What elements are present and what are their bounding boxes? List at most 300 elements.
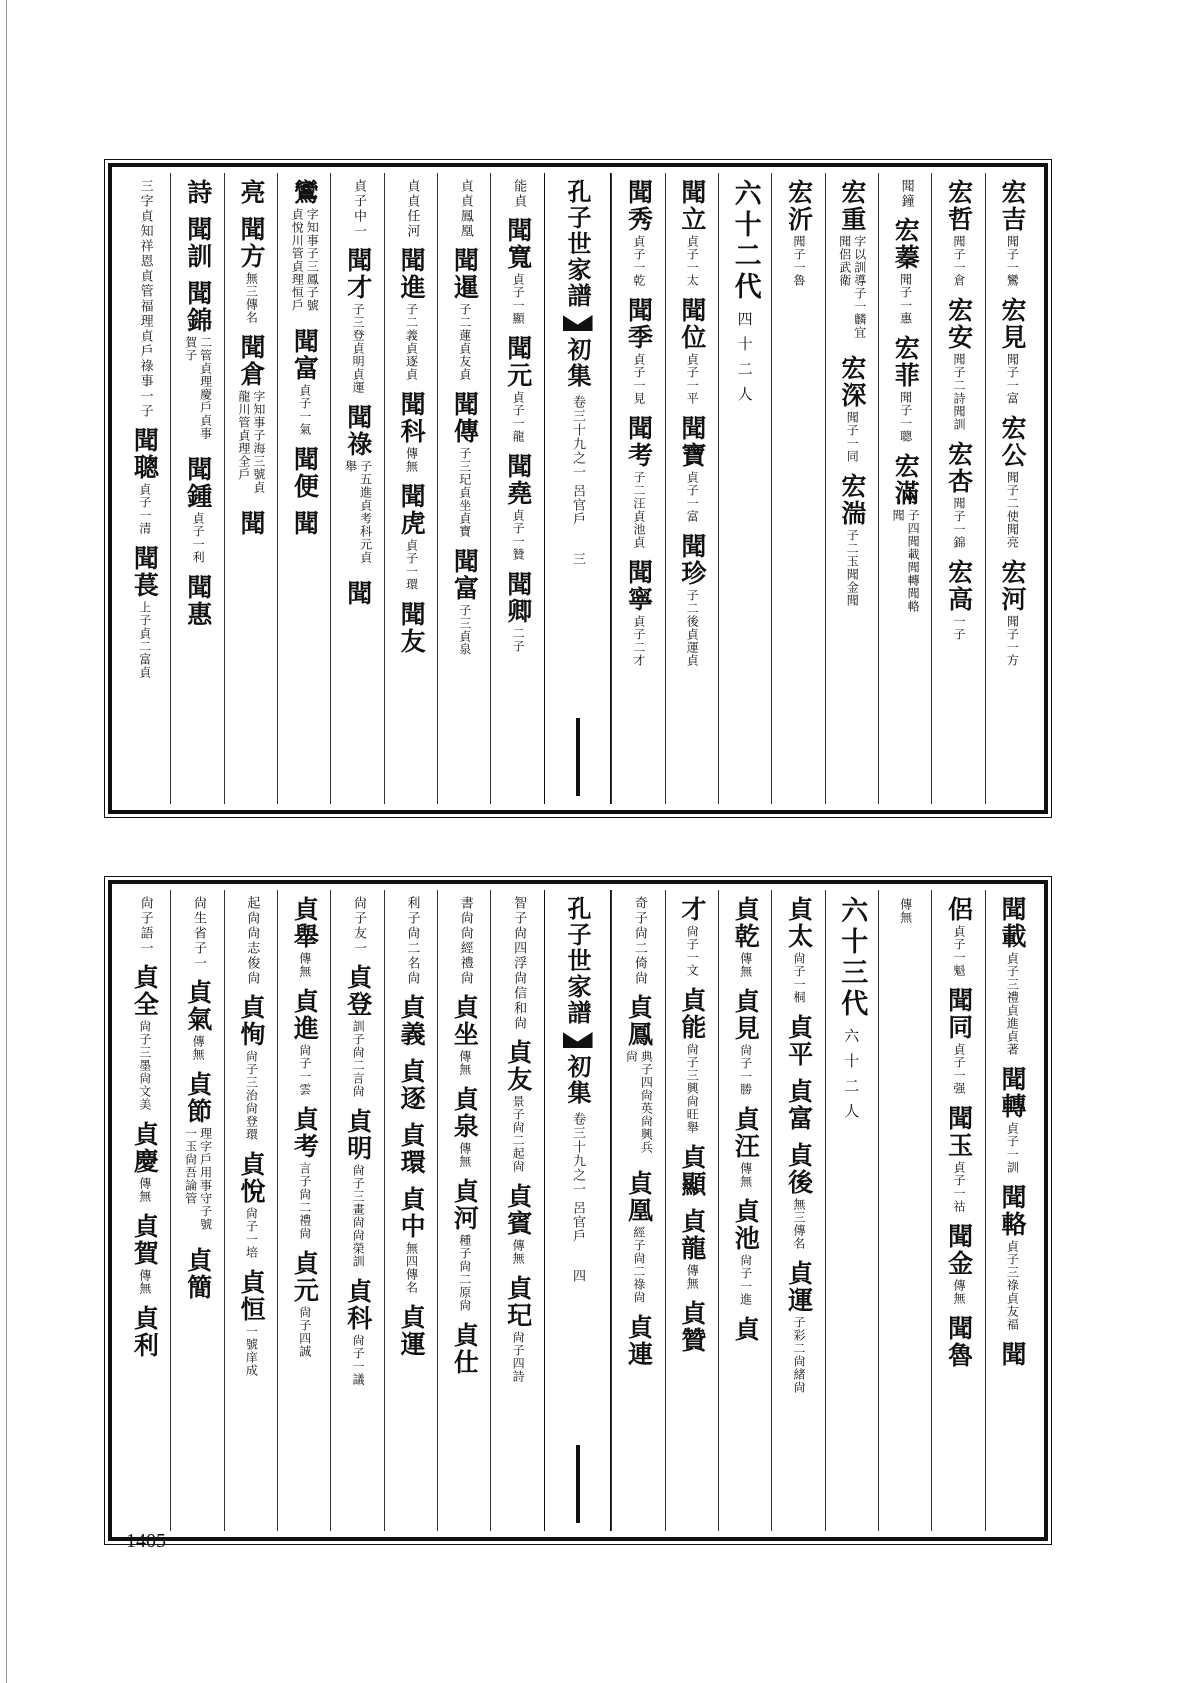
top-body-entry-name: 鸞 bbox=[290, 179, 320, 206]
bottom-body-column bbox=[490, 890, 543, 1531]
top-body-entry bbox=[290, 328, 320, 436]
bottom-right-entry bbox=[999, 1341, 1025, 1368]
bottom-body-column bbox=[224, 890, 277, 1531]
top-right-entry-name: 宏河 bbox=[997, 559, 1027, 613]
top-body-entry-note: 子三玘貞坐貞寶 bbox=[457, 447, 472, 538]
bottom-left-entry bbox=[731, 1316, 761, 1343]
bottom-right-entry-name: 聞 bbox=[997, 1341, 1027, 1368]
top-left-entry-name: 聞寧 bbox=[624, 559, 654, 613]
bottom-left-entry bbox=[784, 896, 814, 1004]
bottom-left-entry-name: 貞顯 bbox=[677, 1144, 707, 1198]
bottom-left-entry-note: 尙子一文 bbox=[685, 925, 700, 977]
top-left-entry-name: 聞珍 bbox=[677, 533, 707, 587]
bottom-left-entry bbox=[679, 987, 705, 1134]
bottom-body-entry-note: 一號庠成 bbox=[244, 1325, 259, 1377]
bottom-body-entry bbox=[130, 1213, 160, 1295]
top-left-entry-note: 子二汪貞池貞 bbox=[631, 471, 646, 549]
top-body-entry bbox=[183, 216, 213, 270]
top-right-entry bbox=[944, 297, 974, 431]
top-spine-fishtail-icon bbox=[563, 315, 593, 331]
top-body-entry-note: 貞子一氣 bbox=[297, 384, 312, 436]
top-body-entry-name: 聞方 bbox=[237, 216, 267, 270]
top-body-entry-note: 子二義貞逐貞 bbox=[404, 303, 419, 381]
bottom-left-entry-note: 子彩二尙緒尙 bbox=[791, 1316, 806, 1394]
bottom-left-entry-name: 貞運 bbox=[784, 1260, 814, 1314]
bottom-left-entry bbox=[731, 896, 761, 978]
bottom-left-column bbox=[611, 890, 664, 1531]
bottom-body-entry-name: 貞賀 bbox=[130, 1213, 160, 1267]
top-body-entry-note: 二子 bbox=[511, 627, 526, 653]
bottom-left-entry bbox=[624, 1170, 654, 1304]
bottom-body-entry-note: 尙子四詩 bbox=[511, 1331, 526, 1383]
top-body-entry bbox=[183, 280, 213, 446]
bottom-left-entry-name: 貞富 bbox=[784, 1078, 814, 1132]
top-right-entry-note: 子四聞載聞轉聞輅聞 bbox=[891, 509, 921, 613]
top-left-entry-name: 聞考 bbox=[624, 415, 654, 469]
bottom-body-entry-name: 貞進 bbox=[290, 988, 320, 1042]
top-body-entry bbox=[183, 179, 213, 206]
bottom-right-column bbox=[878, 890, 931, 1531]
top-body-entry-note: 子三登貞明貞運 bbox=[351, 303, 366, 394]
top-left-entry bbox=[624, 415, 654, 549]
top-spine bbox=[544, 173, 611, 804]
top-body-entry-note: 無三傳名 bbox=[244, 272, 259, 324]
bottom-body-entry-note: 尙子一議 bbox=[351, 1334, 366, 1386]
top-body-entry-name: 聞鍾 bbox=[183, 456, 213, 510]
top-generation-count: 四十二人 bbox=[735, 311, 754, 411]
top-body-entry-name: 亮 bbox=[237, 179, 267, 206]
bottom-right-entry bbox=[999, 896, 1025, 1056]
bottom-generation-label: 六十三代 bbox=[836, 896, 868, 1020]
top-right-entry bbox=[891, 217, 921, 325]
bottom-spine-title: 孔子世家譜 bbox=[563, 896, 593, 1026]
bottom-body-entry-note: 尙子三治尙登環 bbox=[244, 1050, 259, 1141]
bottom-right-entry bbox=[944, 1105, 974, 1213]
bottom-body-entry-name: 貞運 bbox=[397, 1304, 427, 1358]
bottom-body-entry bbox=[450, 1322, 480, 1376]
bottom-left-entry-name: 才 bbox=[677, 896, 707, 923]
top-body-entry-name: 聞堯 bbox=[503, 453, 533, 507]
bottom-body-entry-note: 傳無 bbox=[137, 1177, 152, 1203]
top-right-entry bbox=[999, 297, 1025, 405]
bottom-right-entry bbox=[999, 1184, 1025, 1331]
bottom-left-entry bbox=[731, 1106, 761, 1188]
top-register-panel bbox=[108, 163, 1048, 814]
top-body-entry-name: 聞虎 bbox=[397, 483, 427, 537]
top-right-entry-note: 一子 bbox=[951, 615, 966, 641]
top-left-entry-name: 聞立 bbox=[677, 179, 707, 233]
bottom-right-entry-note: 貞子一祜 bbox=[951, 1161, 966, 1213]
top-right-entry-name: 宏蓁 bbox=[891, 217, 921, 271]
top-right-entry-name: 宏哲 bbox=[944, 179, 974, 233]
bottom-body-column-head: 利子尙二名尙 bbox=[404, 896, 420, 986]
bottom-body-entry-name: 貞恂 bbox=[237, 994, 267, 1048]
top-body-entry-name: 聞暹 bbox=[450, 247, 480, 301]
bottom-body-entry-note: 傳無 bbox=[457, 1142, 472, 1168]
top-body-entry-note: 貞子一贊 bbox=[511, 509, 526, 561]
top-right-entry-note: 聞子一同 bbox=[845, 411, 860, 463]
bottom-body-column bbox=[277, 890, 330, 1531]
bottom-body-entry bbox=[505, 1183, 531, 1265]
bottom-body-column-head: 起尙尙志俊尙 bbox=[244, 896, 260, 986]
bottom-right-entry-name: 聞轉 bbox=[997, 1066, 1027, 1120]
bottom-spine-edition: 初集 bbox=[563, 1054, 593, 1106]
bottom-left-entry-name: 貞後 bbox=[784, 1142, 814, 1196]
top-body-entry bbox=[290, 510, 320, 537]
top-body-entry-note: 貞子一利 bbox=[191, 512, 206, 564]
top-body-entry-note: 貞子一龍 bbox=[511, 391, 526, 443]
top-body-entry-name: 聞傳 bbox=[450, 391, 480, 445]
bottom-spine-page: 四 bbox=[570, 1269, 586, 1283]
bottom-left-entry-name: 貞太 bbox=[784, 896, 814, 950]
page-edge-line bbox=[6, 0, 7, 1683]
bottom-left-entry-note: 經子尙二祿尙 bbox=[631, 1226, 646, 1304]
top-right-entry bbox=[837, 179, 867, 345]
top-left-entry bbox=[624, 559, 654, 667]
bottom-spine bbox=[544, 890, 611, 1531]
bottom-body-column-head: 尙子友一 bbox=[351, 896, 367, 956]
bottom-right-column bbox=[931, 890, 984, 1531]
top-body-entry bbox=[397, 247, 427, 381]
bottom-body-entry bbox=[343, 964, 373, 1098]
bottom-body-entry bbox=[505, 1275, 531, 1383]
bottom-left-entry-name: 貞平 bbox=[784, 1014, 814, 1068]
bottom-body-entry-note: 傳無 bbox=[511, 1239, 526, 1265]
top-body-entry-name: 聞進 bbox=[397, 247, 427, 301]
top-body-entry bbox=[236, 334, 266, 500]
top-left-entry-note: 貞子一富 bbox=[685, 471, 700, 523]
top-body-entry bbox=[450, 548, 480, 656]
top-right-entry bbox=[999, 559, 1025, 667]
top-body-entry-name: 聞科 bbox=[397, 391, 427, 445]
top-right-entry bbox=[784, 179, 814, 287]
top-body-entry-name: 聞聰 bbox=[130, 427, 160, 481]
bottom-right-entry-note: 貞子一强 bbox=[951, 1043, 966, 1095]
bottom-left-entry-name: 貞連 bbox=[624, 1314, 654, 1368]
top-body-entry-note: 貞子一清 bbox=[137, 483, 152, 535]
top-body-entry bbox=[450, 391, 480, 538]
top-body-entry-note: 字知事子海三號貞龍川管貞理全戶 bbox=[236, 390, 266, 494]
top-left-entry-note: 貞子一乾 bbox=[631, 235, 646, 287]
top-right-entry-note: 子二玉聞金聞 bbox=[845, 529, 860, 607]
bottom-body-entry bbox=[130, 1121, 160, 1203]
bottom-left-entry bbox=[731, 1198, 761, 1306]
top-body-entry bbox=[397, 601, 427, 655]
top-body-entry-name: 聞 bbox=[290, 510, 320, 537]
top-body-column bbox=[118, 173, 170, 804]
top-right-entry-note: 聞子一惠 bbox=[898, 273, 913, 325]
top-body-entry bbox=[343, 404, 373, 570]
top-body-entry-name: 聞 bbox=[343, 580, 373, 607]
top-right-entry-name: 宏重 bbox=[837, 179, 867, 233]
top-body-entry bbox=[397, 483, 427, 591]
top-right-entry-name: 宏見 bbox=[997, 297, 1027, 351]
bottom-left-entry-note: 傳無 bbox=[685, 1264, 700, 1290]
bottom-right-entry-note: 貞子三禮貞進貞著 bbox=[1005, 952, 1020, 1056]
top-right-entry bbox=[890, 453, 920, 619]
bottom-body-entry bbox=[237, 994, 267, 1141]
top-body-entry-name: 聞倉 bbox=[237, 334, 267, 388]
bottom-left-entry bbox=[784, 1078, 814, 1132]
top-left-entry bbox=[679, 415, 705, 523]
top-right-column bbox=[878, 173, 931, 804]
top-body-entry-name: 聞寬 bbox=[503, 217, 533, 271]
top-spine-page: 三 bbox=[570, 552, 586, 566]
top-body-entry-name: 聞訓 bbox=[183, 216, 213, 270]
top-body-column-head: 貞子中一 bbox=[351, 179, 367, 239]
bottom-body-entry-name: 貞元 bbox=[290, 1250, 320, 1304]
top-columns bbox=[118, 173, 1038, 804]
top-left-entry-name: 聞季 bbox=[624, 297, 654, 351]
top-right-entry-note: 聞子二使聞亮 bbox=[1005, 471, 1020, 549]
top-right-entry-name: 宏吉 bbox=[997, 179, 1027, 233]
bottom-body-column-head: 智子尙四浮尙信和尙 bbox=[511, 896, 527, 1031]
top-spine-bar bbox=[576, 718, 580, 796]
bottom-left-entry-name: 貞汪 bbox=[731, 1106, 761, 1160]
bottom-body-entry-name: 貞明 bbox=[343, 1108, 373, 1162]
top-body-entry-name: 聞便 bbox=[290, 446, 320, 500]
bottom-body-entry-note: 尙子一培 bbox=[244, 1207, 259, 1259]
bottom-body-column-head: 書尙尙經禮尙 bbox=[457, 896, 473, 986]
bottom-left-entry bbox=[731, 988, 761, 1096]
top-body-entry-name: 聞萇 bbox=[130, 545, 160, 599]
top-body-entry-name: 聞惠 bbox=[183, 574, 213, 628]
top-body-entry-name: 聞富 bbox=[450, 548, 480, 602]
bottom-body-entry bbox=[237, 1151, 267, 1259]
bottom-right-entry-name: 聞金 bbox=[944, 1223, 974, 1277]
bottom-left-entry bbox=[623, 994, 653, 1160]
top-right-entry-name: 宏沂 bbox=[784, 179, 814, 233]
top-right-entry-name: 宏菲 bbox=[891, 335, 921, 389]
top-right-entry-name: 宏湍 bbox=[837, 473, 867, 527]
bottom-right-entry bbox=[898, 896, 913, 924]
bottom-body-entry bbox=[130, 964, 160, 1111]
top-body-entry-note: 子三貞泉 bbox=[457, 604, 472, 656]
bottom-body-entry-note: 訓子尙二言尙 bbox=[351, 1020, 366, 1098]
bottom-body-entry-name: 貞坐 bbox=[450, 994, 480, 1048]
bottom-body-entry bbox=[505, 1039, 531, 1173]
bottom-body-entry-name: 貞賓 bbox=[503, 1183, 533, 1237]
top-right-entry-name: 宏杏 bbox=[944, 441, 974, 495]
bottom-right-entry bbox=[944, 987, 974, 1095]
top-right-entry-note: 字以訓導子一麟宜聞侶武衛 bbox=[837, 235, 867, 339]
bottom-body-entry bbox=[183, 1247, 213, 1301]
top-body-entry bbox=[397, 391, 427, 473]
bottom-body-entry-name: 貞恒 bbox=[237, 1269, 267, 1323]
bottom-body-entry bbox=[290, 1250, 320, 1358]
bottom-spine-fishtail-icon bbox=[563, 1032, 593, 1048]
top-right-entry bbox=[891, 335, 921, 443]
bottom-body-entry-name: 貞中 bbox=[397, 1186, 427, 1240]
top-right-entry bbox=[944, 179, 974, 287]
top-right-column bbox=[985, 173, 1038, 804]
bottom-body-column bbox=[384, 890, 437, 1531]
bottom-right-entry-note: 貞子三祿貞友福 bbox=[1005, 1240, 1020, 1331]
bottom-body-entry-note: 無四傳名 bbox=[404, 1242, 419, 1294]
bottom-right-entry-name: 聞載 bbox=[997, 896, 1027, 950]
top-right-entry-note: 聞子一富 bbox=[1005, 353, 1020, 405]
top-right-entry bbox=[944, 441, 974, 549]
top-left-entry bbox=[679, 297, 705, 405]
top-body-entry-name: 聞祿 bbox=[343, 404, 373, 458]
top-right-entry bbox=[839, 355, 865, 463]
top-body-column-head: 貞貞任河 bbox=[404, 179, 420, 239]
bottom-body-entry-note: 尙子三畫尙尙榮訓 bbox=[351, 1164, 366, 1268]
top-right-entry-name: 宏安 bbox=[944, 297, 974, 351]
page-number: 1405 bbox=[126, 1530, 166, 1552]
bottom-right-entry-name: 侶 bbox=[944, 896, 974, 923]
bottom-body-column bbox=[170, 890, 223, 1531]
bottom-body-entry bbox=[290, 896, 320, 978]
bottom-right-entry-name: 聞輅 bbox=[997, 1184, 1027, 1238]
top-left-entry-name: 聞位 bbox=[677, 297, 707, 351]
top-body-entry-name: 詩 bbox=[183, 179, 213, 206]
top-body-entry bbox=[237, 179, 267, 206]
top-body-entry-name: 聞富 bbox=[290, 328, 320, 382]
bottom-left-entry-note: 無三傳名 bbox=[791, 1198, 806, 1250]
top-right-column bbox=[771, 173, 824, 804]
bottom-register-panel bbox=[108, 880, 1048, 1541]
top-right-entry-name: 宏公 bbox=[997, 415, 1027, 469]
bottom-body-entry-note: 傳無 bbox=[137, 1269, 152, 1295]
bottom-body-entry-name: 貞悅 bbox=[237, 1151, 267, 1205]
bottom-body-entry-name: 貞義 bbox=[397, 994, 427, 1048]
bottom-body-entry bbox=[397, 1058, 427, 1112]
bottom-body-entry-name: 貞環 bbox=[397, 1122, 427, 1176]
top-body-entry-name: 聞才 bbox=[343, 247, 373, 301]
bottom-right-entry bbox=[944, 896, 974, 977]
bottom-left-entry-name: 貞乾 bbox=[731, 896, 761, 950]
bottom-left-entry-note: 典子四尙英尙興兵尙 bbox=[624, 1050, 654, 1154]
bottom-right-entry-note: 貞子一訓 bbox=[1005, 1122, 1020, 1174]
bottom-left-column-head: 奇子尙二倚尙 bbox=[631, 896, 647, 986]
top-body-column bbox=[277, 173, 330, 804]
top-body-entry-note: 子五進貞考科元貞舉 bbox=[343, 460, 373, 564]
top-body-entry-note: 字知事子三鳳子號貞悅川管貞理恒戶 bbox=[290, 208, 320, 312]
top-body-entry bbox=[290, 446, 320, 500]
bottom-spine-volume: 卷三十九之一 呂官戶 bbox=[570, 1112, 586, 1244]
top-right-entry-note: 聞子一錦 bbox=[951, 497, 966, 549]
bottom-body-entry-note: 傳無 bbox=[297, 952, 312, 978]
top-right-entry-name: 宏深 bbox=[837, 355, 867, 409]
bottom-left-entry bbox=[679, 896, 705, 977]
top-body-column bbox=[170, 173, 223, 804]
bottom-body-entry-note: 尙子一雲 bbox=[297, 1044, 312, 1096]
bottom-body-entry-name: 貞逐 bbox=[397, 1058, 427, 1112]
bottom-body-entry-note: 景子尙二起尙 bbox=[511, 1095, 526, 1173]
bottom-body-entry-name: 貞氣 bbox=[183, 979, 213, 1033]
top-right-entry-note: 聞子一鸞 bbox=[1005, 235, 1020, 287]
bottom-right-entry bbox=[944, 1223, 974, 1305]
top-left-column bbox=[611, 173, 664, 804]
bottom-left-entry-note: 尙子一進 bbox=[738, 1254, 753, 1306]
bottom-left-entry bbox=[679, 1300, 705, 1354]
bottom-body-entry-note: 理字戶用事守子號一玉尙吾論管 bbox=[183, 1127, 213, 1231]
top-left-entry-note: 貞子二才 bbox=[631, 615, 646, 667]
bottom-right-entry bbox=[944, 1315, 974, 1369]
bottom-body-entry-name: 貞科 bbox=[343, 1278, 373, 1332]
bottom-body-entry-name: 貞河 bbox=[450, 1178, 480, 1232]
top-body-column-head: 貞貞鳳凰 bbox=[457, 179, 473, 239]
bottom-left-column bbox=[771, 890, 824, 1531]
top-right-entry-note: 聞子二詩聞訓 bbox=[951, 353, 966, 431]
bottom-body-entry bbox=[237, 1269, 267, 1377]
top-body-entry bbox=[505, 217, 531, 325]
bottom-body-entry bbox=[130, 1305, 160, 1359]
top-left-entry bbox=[679, 533, 705, 667]
top-right-column bbox=[931, 173, 984, 804]
top-body-entry-name: 聞 bbox=[237, 510, 267, 537]
bottom-body-column-head: 尙生省子一 bbox=[191, 896, 207, 971]
top-right-entry-name: 宏滿 bbox=[891, 453, 921, 507]
top-body-column bbox=[224, 173, 277, 804]
bottom-body-entry-name: 貞舉 bbox=[290, 896, 320, 950]
bottom-right-entry-name: 聞魯 bbox=[944, 1315, 974, 1369]
bottom-body-entry-name: 貞節 bbox=[183, 1071, 213, 1125]
top-body-entry bbox=[505, 453, 531, 561]
top-right-entry-note: 聞子一倉 bbox=[951, 235, 966, 287]
bottom-left-entry-name: 貞鳳 bbox=[624, 994, 654, 1048]
bottom-body-entry bbox=[397, 1186, 427, 1294]
top-right-entry-note: 聞子一聰 bbox=[898, 391, 913, 443]
top-body-entry bbox=[130, 427, 160, 535]
bottom-body-entry-note: 傳無 bbox=[457, 1050, 472, 1076]
top-body-entry-note: 貞子一環 bbox=[404, 539, 419, 591]
top-spine-volume: 卷三十九之一 呂官戶 bbox=[570, 395, 586, 527]
bottom-body-entry-name: 貞泉 bbox=[450, 1086, 480, 1140]
top-body-entry bbox=[237, 216, 267, 324]
bottom-left-entry bbox=[784, 1014, 814, 1068]
top-spine-edition: 初集 bbox=[563, 337, 593, 389]
bottom-body-entry bbox=[343, 1278, 373, 1386]
top-right-entry bbox=[944, 559, 974, 641]
bottom-left-entry-note: 尙子三興尙旺舉 bbox=[685, 1043, 700, 1134]
top-body-entry bbox=[237, 510, 267, 537]
bottom-body-entry bbox=[397, 1304, 427, 1358]
top-left-entry-name: 聞寶 bbox=[677, 415, 707, 469]
top-right-entry-name: 宏高 bbox=[944, 559, 974, 613]
top-spine-title: 孔子世家譜 bbox=[563, 179, 593, 309]
bottom-left-column bbox=[718, 890, 771, 1531]
bottom-body-entry-note: 尙子四誠 bbox=[297, 1306, 312, 1358]
bottom-left-entry-name: 貞贊 bbox=[677, 1300, 707, 1354]
bottom-left-entry-name: 貞見 bbox=[731, 988, 761, 1042]
bottom-body-entry-note: 尙子三墨尙文美 bbox=[137, 1020, 152, 1111]
bottom-left-entry-note: 尙子一桐 bbox=[791, 952, 806, 1004]
bottom-left-entry-note: 尙子一勝 bbox=[738, 1044, 753, 1096]
bottom-body-entry-note: 種子尙二原尙 bbox=[457, 1234, 472, 1312]
top-body-entry bbox=[505, 571, 531, 653]
bottom-body-column-head: 尙子語一 bbox=[137, 896, 153, 956]
top-body-entry-note: 二管貞理慶戶貞事賀子 bbox=[183, 336, 213, 440]
bottom-right-entry-note: 傳無 bbox=[951, 1279, 966, 1305]
bottom-body-entry-name: 貞利 bbox=[130, 1305, 160, 1359]
bottom-left-entry-note: 傳無 bbox=[738, 1162, 753, 1188]
bottom-body-entry-note: 言子尙二禮尙 bbox=[297, 1162, 312, 1240]
top-body-entry-note: 傳無 bbox=[404, 447, 419, 473]
top-body-column-head: 三字貞知祥恩貞管福理貞戶祿事一子 bbox=[137, 179, 153, 419]
bottom-body-entry-note: 傳無 bbox=[191, 1035, 206, 1061]
top-left-entry bbox=[624, 179, 654, 287]
top-right-column bbox=[825, 173, 878, 804]
top-left-entry-note: 貞子一太 bbox=[685, 235, 700, 287]
bottom-body-entry-name: 貞友 bbox=[503, 1039, 533, 1093]
top-body-entry bbox=[450, 247, 480, 381]
bottom-right-entry-name: 聞同 bbox=[944, 987, 974, 1041]
bottom-body-column bbox=[330, 890, 383, 1531]
bottom-body-column bbox=[118, 890, 170, 1531]
bottom-body-entry-name: 貞登 bbox=[343, 964, 373, 1018]
